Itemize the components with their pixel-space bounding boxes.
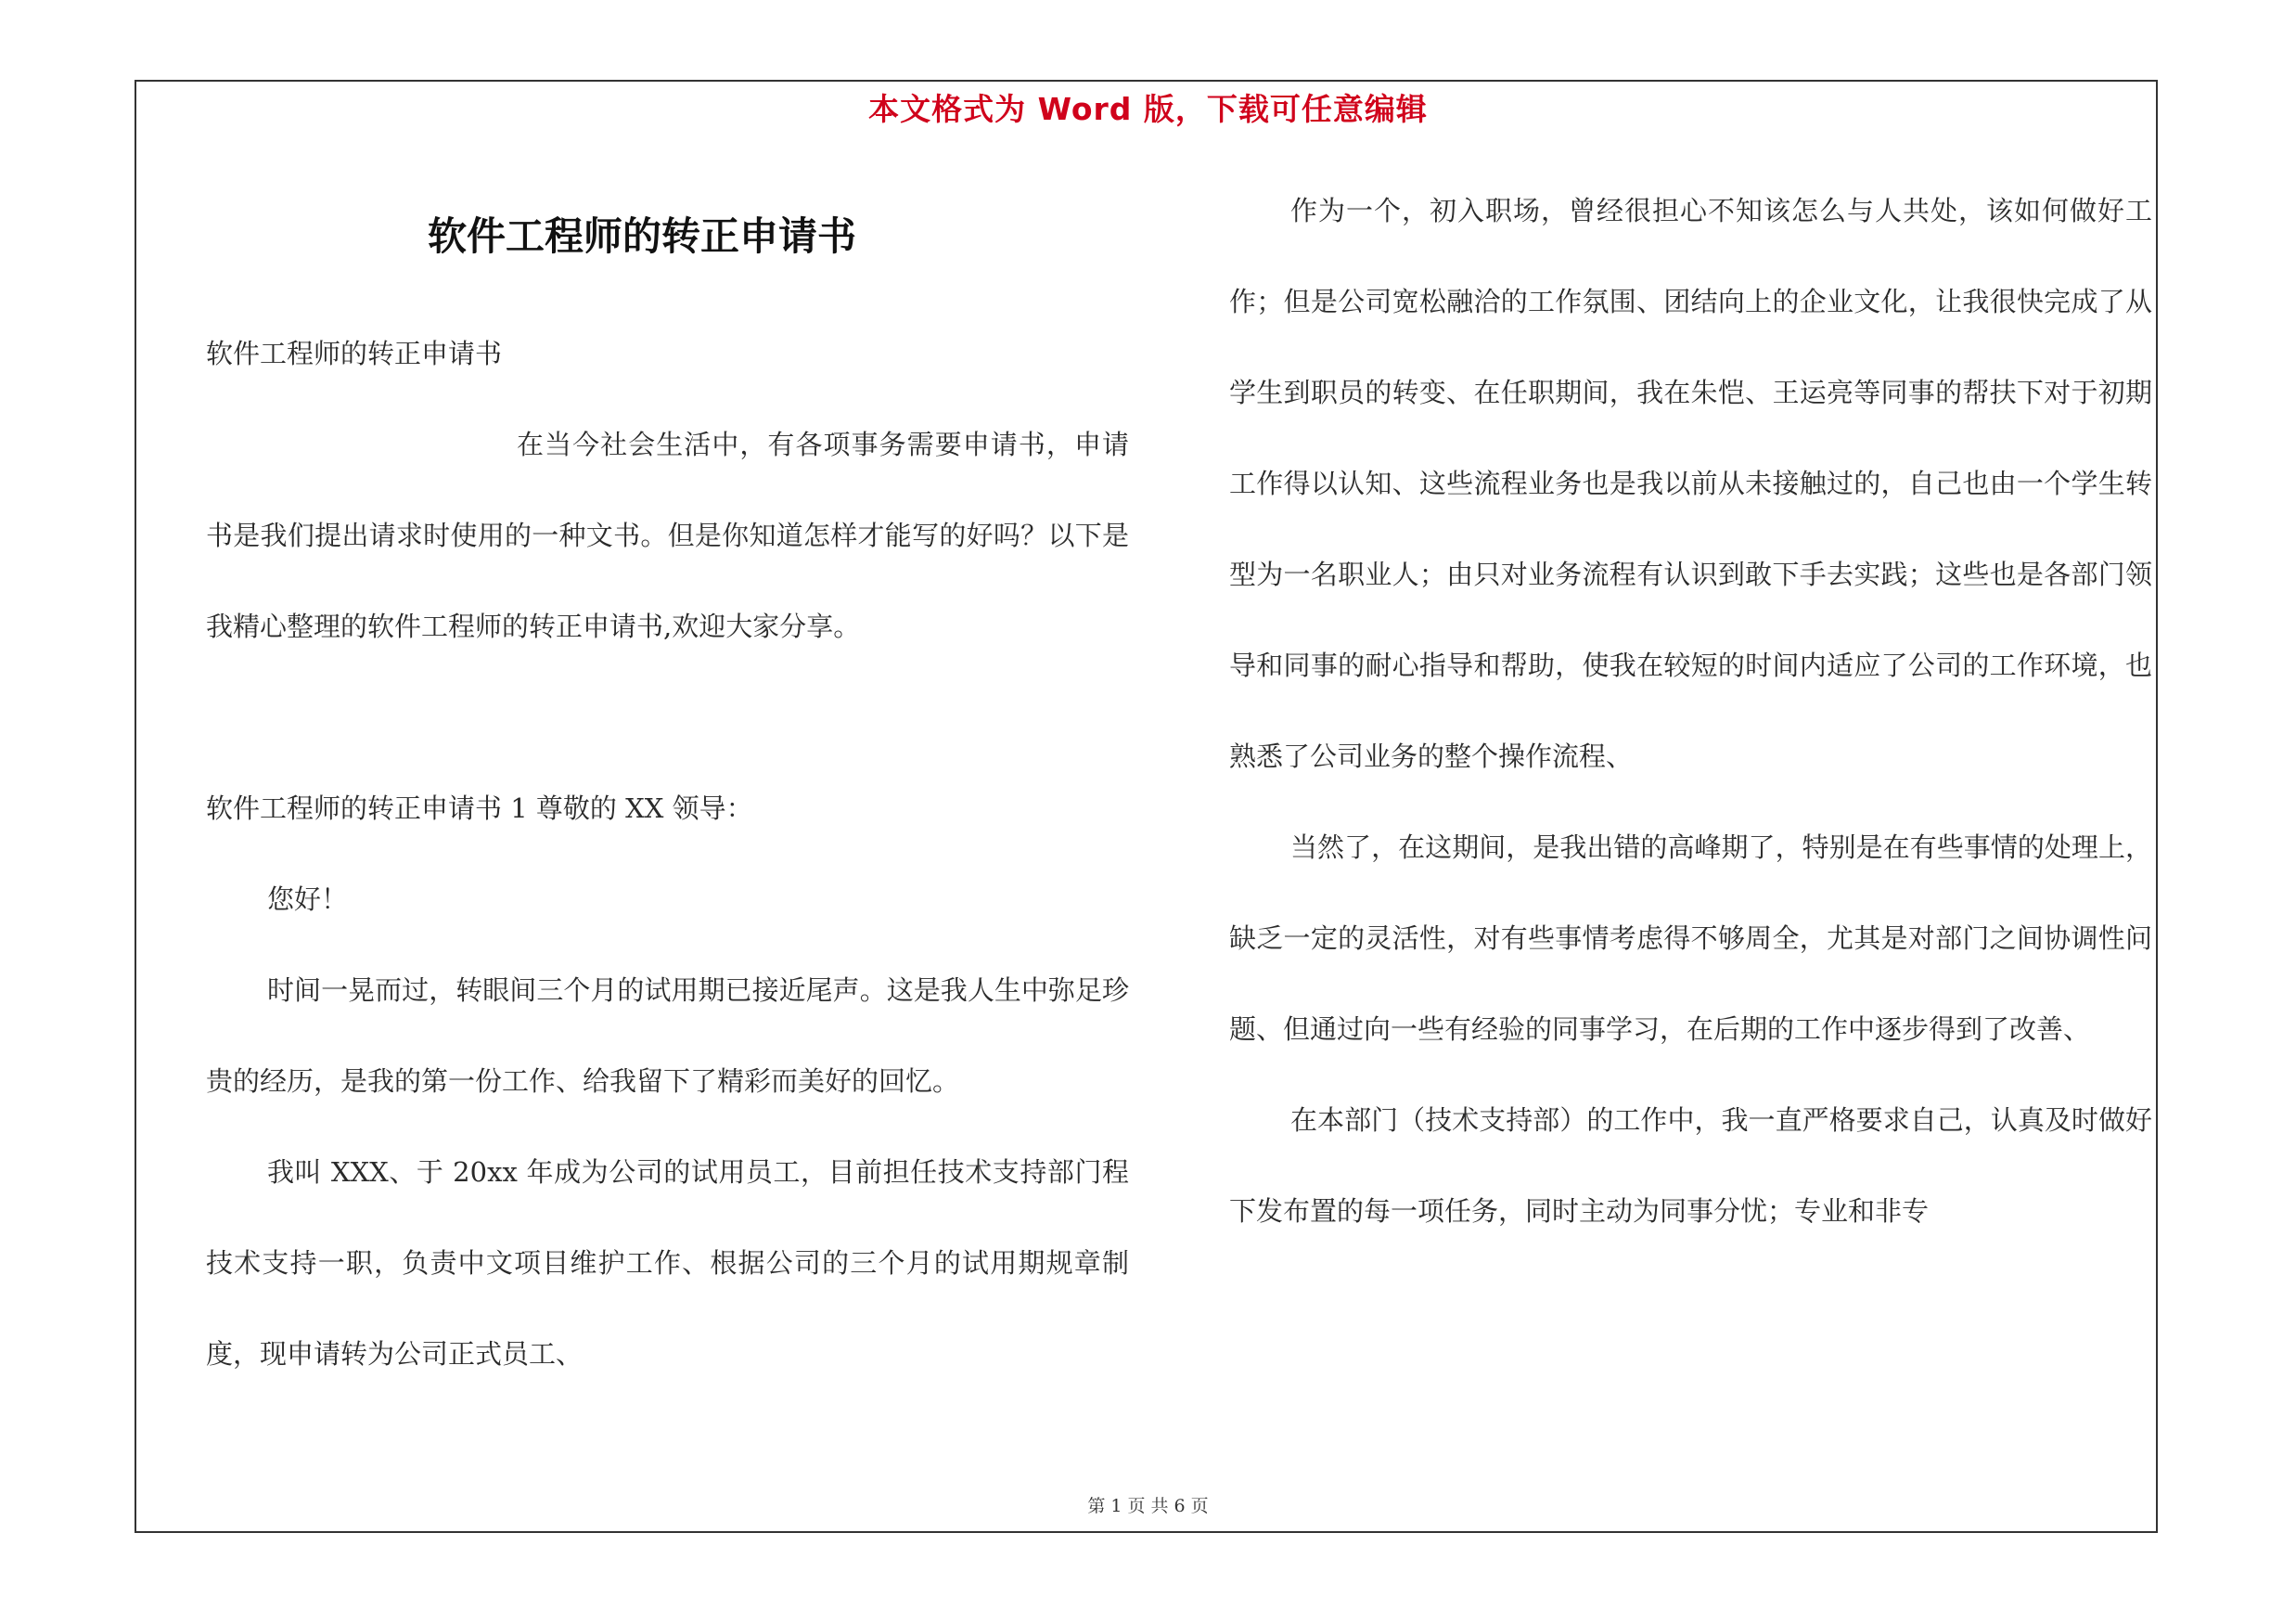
paragraph: 在本部门（技术支持部）的工作中，我一直严格要求自己，认真及时做好下发布置的每一项任务，同时主动为同事分忧；专业和非专: [1229, 1104, 2152, 1227]
paragraph: 您好！: [267, 883, 349, 915]
page-number-footer: 第 1 页 共 6 页: [1087, 1496, 1209, 1516]
paragraph: 作为一个，初入职场，曾经很担心不知该怎么与人共处，该如何做好工作；但是公司宽松融洽的工作氛围、团结向上的企业文化，让我很快完成了从学生到职员的转变、在任职期间，我在朱恺、王运亮等同事的帮扶下对于初期工作得以认知、这些流程业务也是我以前从未接触过的，自己也由一个学生转型为一名职业人；由只对业务流程有认识到敢下手去实践；这些也是各部门领导和同事的耐心指导和帮助，使我在较短的时间内适应了公司的工作环境，也熟悉了公司业务的整个操作流程、: [1229, 195, 2152, 772]
paragraph: 当然了，在这期间，是我出错的高峰期了，特别是在有些事情的处理上，缺乏一定的灵活性，对有些事情考虑得不够周全，尤其是对部门之间协调性问题、但通过向一些有经验的同事学习，在后期的工作中逐步得到了改善、: [1229, 831, 2152, 1045]
paragraph: 在当今社会生活中，有各项事务需要申请书，申请书是我们提出请求时使用的一种文书。但是你知道怎样才能写的好吗？以下是我精心整理的软件工程师的转正申请书,欢迎大家分享。: [206, 429, 1129, 642]
left-column: [206, 308, 1129, 1399]
paragraph: 软件工程师的转正申请书 1 尊敬的 XX 领导：: [206, 792, 753, 824]
paragraph: 我叫 XXX、于 20xx 年成为公司的试用员工，目前担任技术支持部门程技术支持一职，负责中文项目维护工作、根据公司的三个月的试用期规章制度，现申请转为公司正式员工、: [206, 1156, 1129, 1370]
paragraph-spacer: [206, 672, 1129, 763]
document-title: 软件工程师的转正申请书: [427, 213, 856, 259]
paragraph: 时间一晃而过，转眼间三个月的试用期已接近尾声。这是我人生中弥足珍贵的经历，是我的第一份工作、给我留下了精彩而美好的回忆。: [206, 974, 1129, 1097]
format-notice-banner: 本文格式为 Word 版，下载可任意编辑: [868, 91, 1428, 127]
right-column: [1229, 165, 2152, 1256]
paragraph: 软件工程师的转正申请书: [206, 338, 503, 369]
